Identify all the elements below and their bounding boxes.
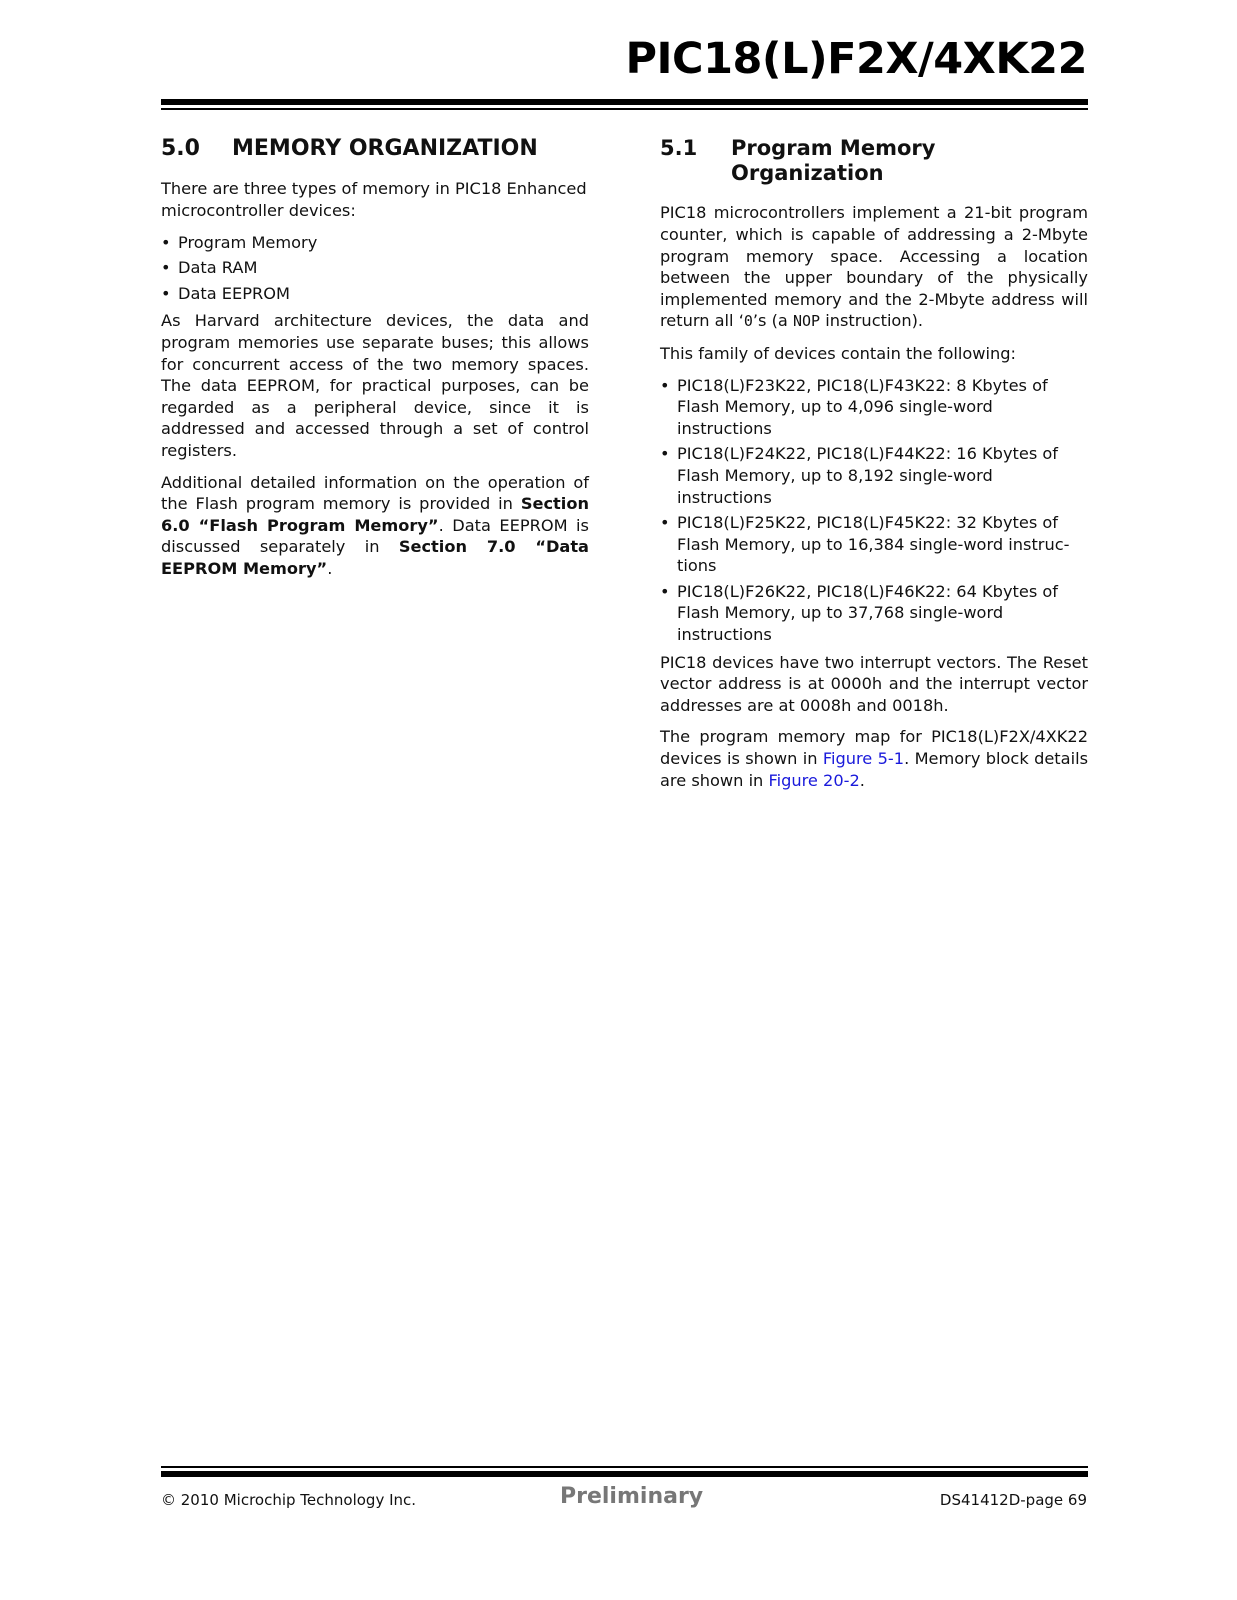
footer-page-number: DS41412D-page 69 [939,1491,1087,1509]
footer-copyright: © 2010 Microchip Technology Inc. [161,1491,417,1509]
memory-map-paragraph: The program memory map for PIC18(L)F2X/4XK22 devices is shown in Figure 5-1. Memory block details are shown in Figure 20-2. [660,727,1088,790]
footer-status: Preliminary [560,1484,704,1509]
figure-5-1-link[interactable]: Figure 5-1 [822,749,905,769]
list-item: • PIC18(L)F24K22, PIC18(L)F44K22: 16 Kbytes of Flash Memory, up to 8,192 single-word instructions [660,444,1059,507]
list-item: • PIC18(L)F23K22, PIC18(L)F43K22: 8 Kbytes of Flash Memory, up to 4,096 single-word instructions [660,375,1048,438]
header-rule-thick [161,99,1088,105]
section-title: MEMORY ORGANIZATION [232,136,538,161]
memory-types-list [161,232,589,305]
footer-rule-thick [161,1471,1088,1477]
family-intro: This family of devices contain the following: [660,343,1016,363]
list-item: • PIC18(L)F26K22, PIC18(L)F46K22: 64 Kbytes of Flash Memory, up to 37,768 single-word instructions [660,581,1059,645]
right-column [660,136,1088,801]
section-title: Program Memory Organization [731,136,936,186]
intro-paragraph: There are three types of memory in PIC18 Enhanced microcontroller devices: [161,179,587,220]
footer-rule-thin [161,1466,1088,1468]
header-rule-thin [161,108,1088,110]
section-7-reference[interactable]: Section 7.0 “Data EEPROM Memory” [161,537,589,578]
figure-20-2-link[interactable]: Figure 20-2 [768,770,860,790]
document-title: PIC18(L)F2X/4XK22 [625,34,1087,84]
device-list [660,375,1088,646]
section-6-reference[interactable]: Section 6.0 “Flash Program Memory” [161,494,589,535]
list-item: • Data RAM [161,258,258,278]
list-item: • PIC18(L)F25K22, PIC18(L)F45K22: 32 Kbytes of Flash Memory, up to 16,384 single-word instruc-tions [660,513,1070,576]
section-heading-5-0 [161,136,589,162]
additional-info-paragraph: Additional detailed information on the operation of the Flash program memory is provided in Section 6.0 “Flash Program Memory”. Data EEPROM is discussed separately in Section 7.0 “Data EEPROM Memory”. [161,472,589,578]
program-counter-paragraph: PIC18 microcontrollers implement a 21-bit program counter, which is capable of addressing a 2-Mbyte program memory space. Accessing a location between the upper boundary of the physically implemented memory and the 2-Mbyte address will return all ‘0’s (a NOP instruction). [660,203,1088,331]
section-heading-5-1 [660,136,1088,186]
section-number: 5.1 [660,136,698,160]
interrupt-vectors-paragraph: PIC18 devices have two interrupt vectors. The Reset vector address is at 0000h and the interrupt vector addresses are at 0008h and 0018h. [660,652,1088,715]
list-item: • Data EEPROM [161,283,290,303]
left-column [161,136,589,589]
harvard-paragraph: As Harvard architecture devices, the data and program memories use separate buses; this allows for concurrent access of the two memory spaces. The data EEPROM, for practical purposes, can be regarded as a peripheral device, since it is addressed and accessed through a set of control registers. [161,311,589,460]
list-item: • Program Memory [161,232,318,252]
section-number: 5.0 [161,136,200,161]
